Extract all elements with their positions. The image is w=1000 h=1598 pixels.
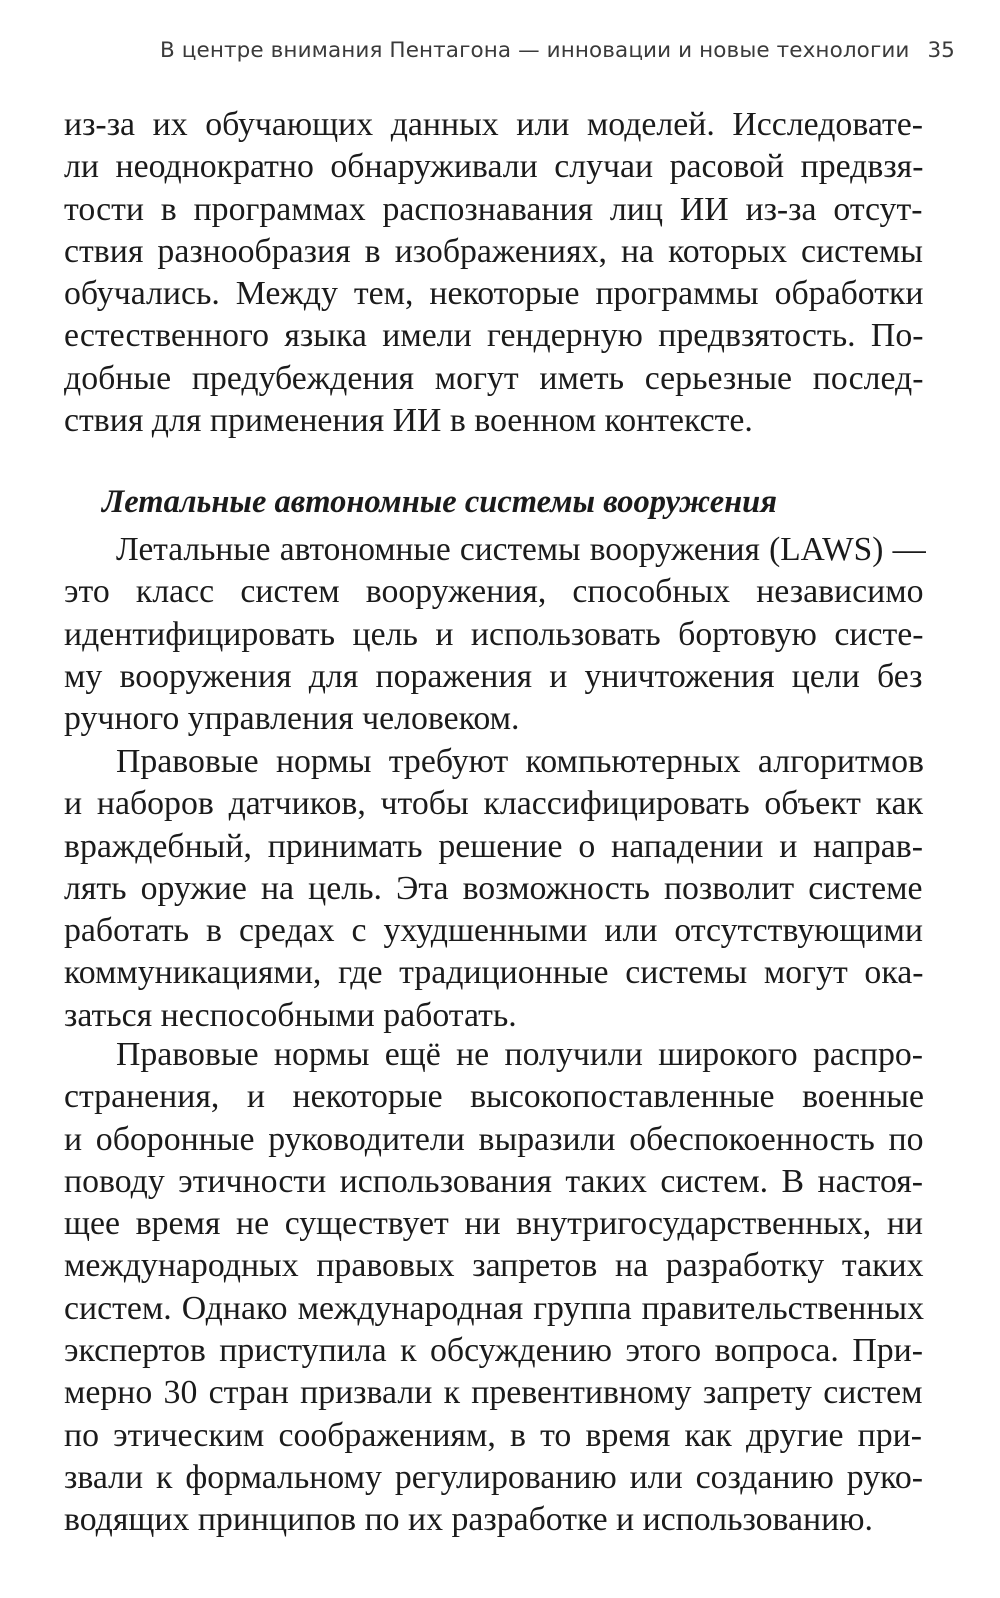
text-line: экспертов приступила к обсуждению этого вопроса. При- (64, 1332, 923, 1370)
text-line: работать в средах с ухудшенными или отсутствующими (64, 912, 923, 950)
text-line: Летальные автономные системы вооружения (LAWS) — (116, 531, 926, 568)
paragraph-laws-definition (64, 529, 926, 740)
text-line: враждебный, принимать решение о нападении и направ- (64, 827, 923, 865)
text-line: лять оружие на цель. Эта возможность позволит системе (64, 869, 923, 907)
text-line: естественного языка имели гендерную предвзятость. По- (64, 317, 924, 355)
text-line: странения, и некоторые высокопоставленные военные (64, 1078, 924, 1116)
text-line: систем. Однако международная группа правительственных (64, 1289, 924, 1327)
section-heading: Летальные автономные системы вооружения (102, 484, 777, 520)
text-line: ствия для применения ИИ в военном контексте. (64, 402, 753, 440)
paragraph-laws-regulation (64, 1034, 926, 1542)
text-line: по этическим соображениям, в то время как другие при- (64, 1416, 922, 1454)
text-line: Правовые нормы ещё не получили широкого распро- (116, 1036, 923, 1073)
running-header (160, 30, 955, 70)
text-line: из-за их обучающих данных или моделей. Исследовате- (64, 106, 923, 143)
text-line: ствия разнообразия в изображениях, на которых системы (64, 232, 923, 270)
paragraph-bias (64, 104, 926, 442)
text-line: коммуникациями, где традиционные системы могут ока- (64, 954, 924, 992)
paragraph-laws-capabilities (64, 741, 926, 1037)
text-line: и наборов датчиков, чтобы классифицировать объект как (64, 785, 923, 823)
text-line: идентифицировать цель и использовать бортовую систе- (64, 615, 924, 653)
text-line: это класс систем вооружения, способных независимо (64, 573, 924, 611)
text-line: заться неспособными работать. (64, 996, 517, 1034)
text-line: и оборонные руководители выразили обеспокоенность по (64, 1120, 924, 1158)
text-line: поводу этичности использования таких систем. В настоя- (64, 1162, 923, 1200)
text-line: водящих принципов по их разработке и использованию. (64, 1501, 873, 1539)
text-line: Правовые нормы требуют компьютерных алгоритмов (116, 743, 924, 780)
text-line: щее время не существует ни внутригосударственных, ни (64, 1205, 923, 1243)
text-line: ручного управления человеком. (64, 700, 520, 738)
text-line: ли неоднократно обнаруживали случаи расовой предвзя- (64, 148, 924, 186)
text-line: добные предубеждения могут иметь серьезные послед- (64, 359, 924, 397)
text-line: международных правовых запретов на разработку таких (64, 1247, 924, 1285)
text-line: му вооружения для поражения и уничтожения цели без (64, 657, 923, 695)
text-line: звали к формальному регулированию или созданию руко- (64, 1458, 923, 1496)
header-title: В центре внимания Пентагона — инновации и новые технологии (160, 37, 910, 63)
page-number: 35 (927, 37, 955, 63)
text-line: обучались. Между тем, некоторые программы обработки (64, 275, 924, 313)
text-line: мерно 30 стран призвали к превентивному запрету систем (64, 1374, 923, 1412)
text-line: тости в программах распознавания лиц ИИ из-за отсут- (64, 190, 923, 228)
